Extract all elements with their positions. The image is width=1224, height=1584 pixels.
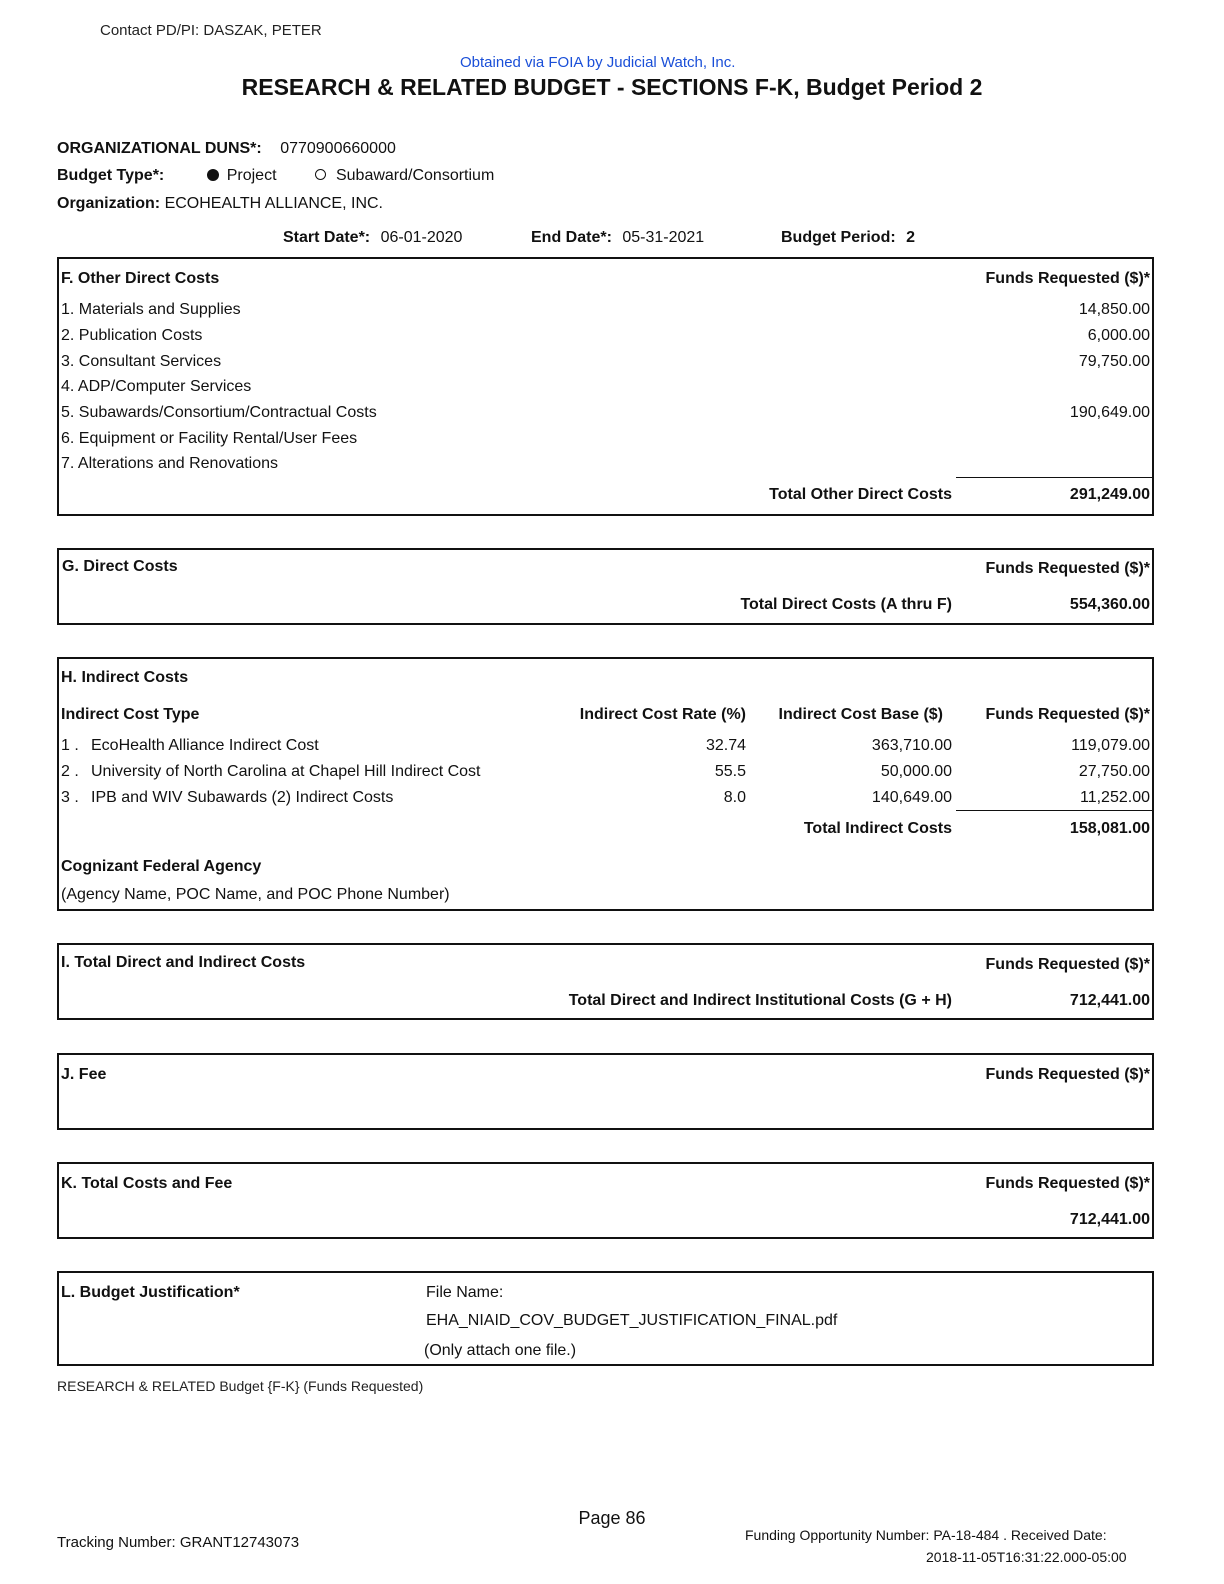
duns-label: ORGANIZATIONAL DUNS*: (57, 140, 262, 157)
h-row-funds: 11,252.00 (1080, 789, 1150, 806)
h-row-type: EcoHealth Alliance Indirect Cost (91, 737, 319, 754)
section-l-title: L. Budget Justification* (61, 1284, 240, 1301)
start-date-value: 06-01-2020 (380, 229, 463, 246)
f-item-label: 4. ADP/Computer Services (61, 378, 252, 395)
f-item-amount: 14,850.00 (1078, 301, 1150, 318)
start-date-label: Start Date*: (283, 229, 371, 246)
page-title: RESEARCH & RELATED BUDGET - SECTIONS F-K, Budget Period 2 (241, 74, 983, 100)
section-k-funds-header: Funds Requested ($)* (985, 1175, 1150, 1192)
total-divider (956, 810, 1152, 811)
section-i-funds-header: Funds Requested ($)* (985, 956, 1150, 973)
h-col-base: Indirect Cost Base ($) (778, 706, 943, 723)
h-row-type: University of North Carolina at Chapel Hill Indirect Cost (91, 763, 481, 780)
f-total-value: 291,249.00 (1069, 486, 1150, 503)
section-g-title: G. Direct Costs (62, 558, 178, 575)
h-col-rate: Indirect Cost Rate (%) (579, 706, 746, 723)
total-divider (956, 477, 1152, 478)
f-item-label: 2. Publication Costs (61, 327, 203, 344)
section-h-indirect-costs (57, 657, 1154, 911)
budget-period-value: 2 (906, 229, 916, 246)
h-row-rate: 8.0 (723, 789, 746, 806)
f-item-amount: 6,000.00 (1087, 327, 1150, 344)
h-row-rate: 32.74 (705, 737, 746, 754)
section-f-other-direct-costs (57, 257, 1154, 516)
section-j-title: J. Fee (61, 1066, 107, 1083)
page-number: Page 86 (578, 1508, 646, 1528)
section-k-title: K. Total Costs and Fee (61, 1175, 233, 1192)
h-row-funds: 119,079.00 (1071, 737, 1150, 754)
foia-watermark: Obtained via FOIA by Judicial Watch, Inc. (460, 54, 736, 71)
h-row-base: 363,710.00 (871, 737, 952, 754)
budget-period-group (781, 229, 915, 247)
section-k-total-costs-fee (57, 1162, 1154, 1239)
radio-subaward[interactable] (315, 167, 494, 185)
f-item-label: 7. Alterations and Renovations (61, 455, 279, 472)
section-f-title: F. Other Direct Costs (61, 270, 220, 287)
organization-value: ECOHEALTH ALLIANCE, INC. (164, 195, 383, 212)
h-row-num: 2 . (61, 763, 79, 780)
file-name-label: File Name: (426, 1284, 504, 1301)
agency-sub: (Agency Name, POC Name, and POC Phone Number) (61, 886, 450, 903)
end-date-value: 05-31-2021 (622, 229, 705, 246)
h-col-type: Indirect Cost Type (61, 706, 200, 723)
received-date: 2018-11-05T16:31:22.000-05:00 (926, 1549, 1127, 1565)
radio-unselected-icon (315, 169, 326, 180)
section-i-title: I. Total Direct and Indirect Costs (61, 954, 306, 971)
f-total-label: Total Other Direct Costs (769, 486, 952, 503)
section-f-funds-header: Funds Requested ($)* (985, 270, 1150, 287)
k-total-value: 712,441.00 (1069, 1211, 1150, 1228)
funding-opportunity: Funding Opportunity Number: PA-18-484 . Received Date: (745, 1527, 1107, 1543)
f-item-label: 3. Consultant Services (61, 353, 222, 370)
h-row-num: 3 . (61, 789, 79, 806)
agency-label: Cognizant Federal Agency (61, 858, 262, 875)
budget-type-row (57, 167, 494, 185)
f-item-label: 5. Subawards/Consortium/Contractual Costs (61, 404, 377, 421)
i-total-value: 712,441.00 (1069, 992, 1150, 1009)
duns-row (57, 140, 396, 158)
section-g-direct-costs (57, 548, 1154, 625)
section-h-title: H. Indirect Costs (61, 669, 189, 686)
budget-type-label: Budget Type*: (57, 167, 165, 184)
section-j-fee (57, 1053, 1154, 1130)
attached-file-link[interactable]: EHA_NIAID_COV_BUDGET_JUSTIFICATION_FINAL.pdf (426, 1312, 838, 1329)
i-total-label: Total Direct and Indirect Institutional Costs (G + H) (568, 992, 952, 1009)
attach-note: (Only attach one file.) (424, 1342, 577, 1359)
h-col-funds: Funds Requested ($)* (985, 706, 1150, 723)
organization-label: Organization: (57, 195, 161, 212)
radio-project-label: Project (226, 167, 277, 184)
form-footer-note: RESEARCH & RELATED Budget {F-K} (Funds Requested) (57, 1378, 424, 1394)
h-total-label: Total Indirect Costs (803, 820, 952, 837)
contact-pi: Contact PD/PI: DASZAK, PETER (100, 22, 322, 39)
radio-selected-icon (207, 169, 219, 181)
section-i-total-costs (57, 943, 1154, 1020)
section-l-budget-justification (57, 1271, 1154, 1366)
dates-row (283, 229, 462, 247)
h-row-type: IPB and WIV Subawards (2) Indirect Costs (91, 789, 394, 806)
radio-subaward-label: Subaward/Consortium (335, 167, 495, 184)
h-row-base: 140,649.00 (871, 789, 952, 806)
tracking-number: Tracking Number: GRANT12743073 (57, 1534, 300, 1551)
h-row-rate: 55.5 (714, 763, 746, 780)
h-total-value: 158,081.00 (1069, 820, 1150, 837)
section-g-funds-header: Funds Requested ($)* (985, 560, 1150, 577)
h-row-funds: 27,750.00 (1078, 763, 1150, 780)
h-row-num: 1 . (61, 737, 79, 754)
h-row-base: 50,000.00 (880, 763, 952, 780)
radio-project[interactable] (207, 167, 277, 185)
f-item-amount: 79,750.00 (1078, 353, 1150, 370)
end-date-group (531, 229, 704, 247)
budget-period-label: Budget Period: (781, 229, 896, 246)
section-j-funds-header: Funds Requested ($)* (985, 1066, 1150, 1083)
f-item-label: 6. Equipment or Facility Rental/User Fees (61, 430, 358, 447)
organization-row (57, 195, 383, 213)
g-total-value: 554,360.00 (1069, 596, 1150, 613)
end-date-label: End Date*: (531, 229, 612, 246)
f-item-amount: 190,649.00 (1069, 404, 1150, 421)
g-total-label: Total Direct Costs (A thru F) (740, 596, 952, 613)
f-item-label: 1. Materials and Supplies (61, 301, 241, 318)
duns-value: 0770900660000 (280, 140, 396, 157)
